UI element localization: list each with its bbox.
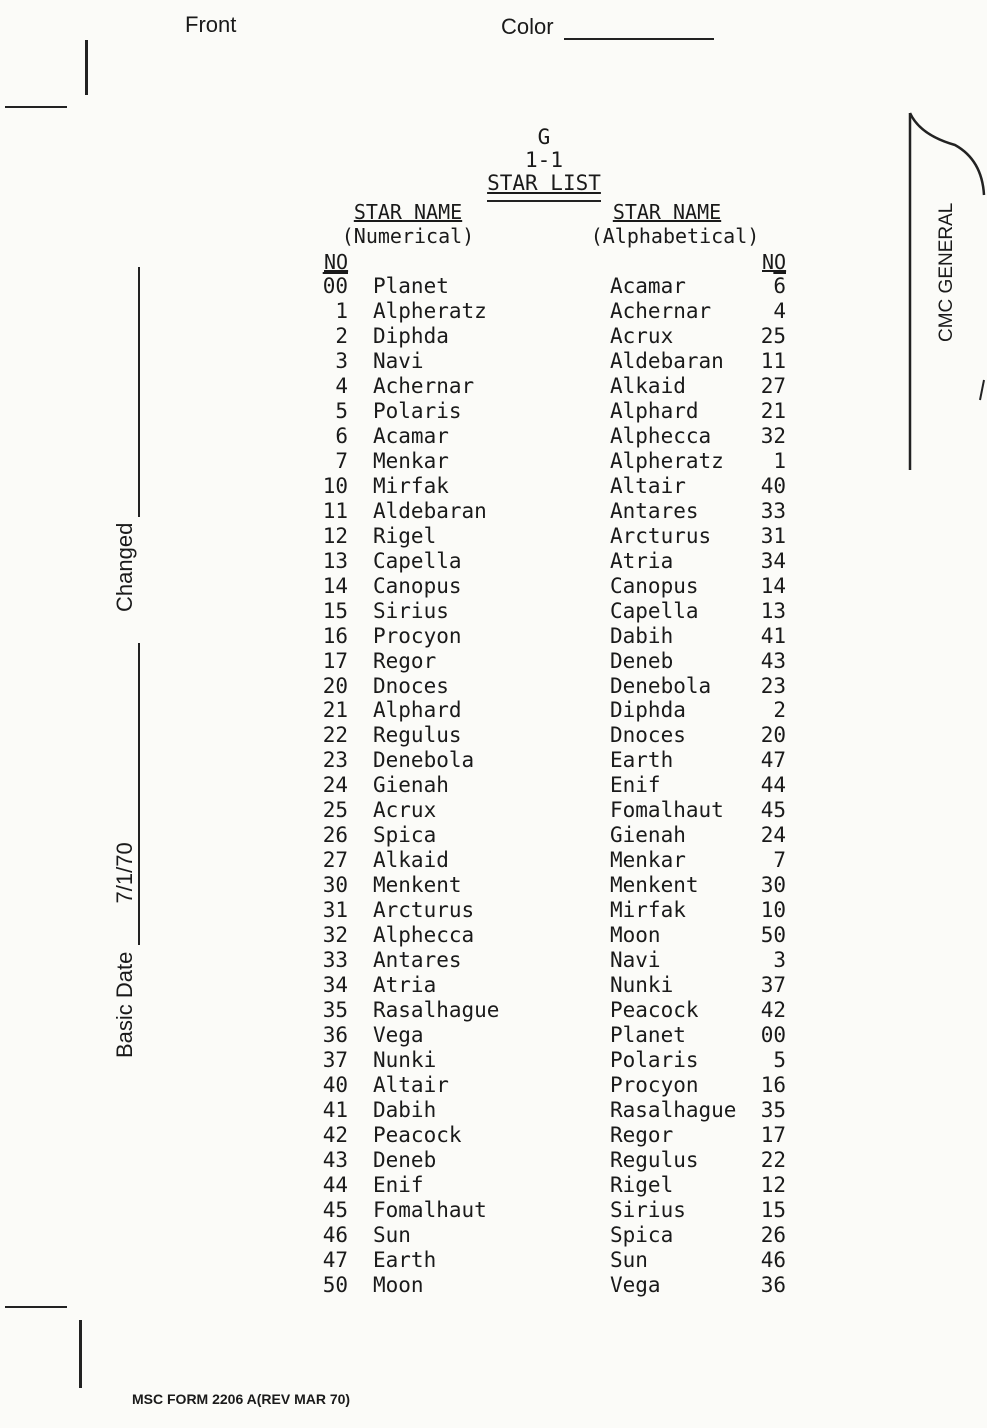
alphabetical-star-name: Menkent xyxy=(610,873,699,898)
page-number: 1-1 xyxy=(525,148,563,172)
numerical-star-name: Alphard xyxy=(373,698,462,723)
numerical-star-name: Regulus xyxy=(373,723,462,748)
numerical-star-name: Regor xyxy=(373,648,437,673)
alphabetical-no: 33 xyxy=(760,498,786,523)
numerical-star-name: Polaris xyxy=(373,398,462,423)
numerical-star-name: Navi xyxy=(373,348,424,373)
numerical-star-name: Gienah xyxy=(373,773,449,798)
alphabetical-star-name: Acrux xyxy=(610,323,674,348)
alphabetical-star-name: Deneb xyxy=(610,648,674,673)
numerical-star-name: Arcturus xyxy=(373,898,475,923)
alphabetical-star-name: Mirfak xyxy=(610,898,686,923)
alphabetical-no: 4 xyxy=(773,298,786,323)
alphabetical-star-name: Fomalhaut xyxy=(610,798,724,823)
alphabetical-no: 25 xyxy=(760,323,786,348)
alphabetical-no: 45 xyxy=(760,798,786,823)
alphabetical-no: 46 xyxy=(760,1247,786,1272)
alphabetical-no: 50 xyxy=(760,923,786,948)
crop-mark xyxy=(5,1306,67,1308)
alphabetical-no: 22 xyxy=(760,1147,786,1172)
numerical-no: 6 xyxy=(335,423,348,448)
numerical-no: 46 xyxy=(322,1222,348,1247)
alphabetical-no: 21 xyxy=(760,398,786,423)
numerical-no: 50 xyxy=(322,1272,348,1297)
numerical-no: 47 xyxy=(322,1247,348,1272)
alphabetical-star-name: Sun xyxy=(610,1247,648,1272)
numerical-star-name: Rasalhague xyxy=(373,998,500,1023)
numerical-no: 14 xyxy=(322,573,348,598)
changed-label: Changed xyxy=(112,522,137,612)
alphabetical-no: 26 xyxy=(760,1222,786,1247)
numerical-no: 25 xyxy=(322,798,348,823)
basic-date-value: 7/1/70 xyxy=(112,643,140,945)
numerical-no: 42 xyxy=(322,1122,348,1147)
numerical-no: 32 xyxy=(322,923,348,948)
alphabetical-star-name: Altair xyxy=(610,473,686,498)
basic-date-field xyxy=(112,643,140,1058)
numerical-no: 20 xyxy=(322,673,348,698)
numerical-no: 17 xyxy=(322,648,348,673)
alphabetical-no: 15 xyxy=(760,1197,786,1222)
numerical-no: 10 xyxy=(322,473,348,498)
numerical-star-name: Atria xyxy=(373,973,437,998)
left-subheading: (Numerical) xyxy=(341,224,475,248)
alphabetical-no: 00 xyxy=(760,1023,786,1048)
alphabetical-star-name: Dnoces xyxy=(610,723,686,748)
numerical-no: 23 xyxy=(322,748,348,773)
numerical-no: 5 xyxy=(335,398,348,423)
right-subheading: (Alphabetical) xyxy=(590,224,760,248)
right-heading: STAR NAME xyxy=(612,200,722,224)
alphabetical-no: 32 xyxy=(760,423,786,448)
alphabetical-star-name: Alphecca xyxy=(610,423,712,448)
numerical-star-name: Peacock xyxy=(373,1122,462,1147)
numerical-star-name: Rigel xyxy=(373,523,437,548)
alphabetical-star-name: Peacock xyxy=(610,998,699,1023)
numerical-star-name: Achernar xyxy=(373,373,475,398)
alphabetical-no: 43 xyxy=(760,648,786,673)
right-no-heading: NO xyxy=(762,250,787,274)
numerical-no: 22 xyxy=(322,723,348,748)
alphabetical-no: 11 xyxy=(760,348,786,373)
numerical-no: 35 xyxy=(322,998,348,1023)
alphabetical-no: 7 xyxy=(773,848,786,873)
numerical-star-name: Spica xyxy=(373,823,437,848)
crop-mark xyxy=(5,106,67,108)
numerical-star-name: Earth xyxy=(373,1247,437,1272)
alphabetical-no: 34 xyxy=(760,548,786,573)
alphabetical-star-name: Acamar xyxy=(610,274,686,298)
alphabetical-no: 30 xyxy=(760,873,786,898)
numerical-no: 16 xyxy=(322,623,348,648)
alphabetical-star-name: Polaris xyxy=(610,1048,699,1073)
page-title: STAR LIST xyxy=(487,171,601,195)
numerical-star-name: Diphda xyxy=(373,323,449,348)
numerical-star-name: Moon xyxy=(373,1272,424,1297)
alphabetical-star-name: Alphard xyxy=(610,398,699,423)
alphabetical-star-name: Menkar xyxy=(610,848,686,873)
alphabetical-star-name: Procyon xyxy=(610,1073,699,1098)
alphabetical-no: 35 xyxy=(760,1098,786,1122)
numerical-star-name: Capella xyxy=(373,548,462,573)
left-heading: STAR NAME xyxy=(353,200,463,224)
alphabetical-star-name: Denebola xyxy=(610,673,712,698)
numerical-no: 45 xyxy=(322,1197,348,1222)
numerical-no: 30 xyxy=(322,873,348,898)
alphabetical-star-name: Alkaid xyxy=(610,373,686,398)
numerical-no: 27 xyxy=(322,848,348,873)
alphabetical-no: 23 xyxy=(760,673,786,698)
alphabetical-star-name: Capella xyxy=(610,598,699,623)
numerical-no: 11 xyxy=(322,498,348,523)
alphabetical-no: 44 xyxy=(760,773,786,798)
form-id: MSC FORM 2206 A(REV MAR 70) xyxy=(132,1391,351,1407)
right-column-heading xyxy=(586,200,764,248)
alphabetical-star-name: Spica xyxy=(610,1222,674,1247)
numerical-no: 3 xyxy=(335,348,348,373)
alphabetical-star-name: Regulus xyxy=(610,1147,699,1172)
numerical-star-name: Acamar xyxy=(373,423,449,448)
alphabetical-no: 17 xyxy=(760,1122,786,1147)
changed-field xyxy=(112,267,140,612)
alphabetical-star-name: Enif xyxy=(610,773,661,798)
numerical-star-name: Aldebaran xyxy=(373,498,487,523)
numerical-no: 21 xyxy=(322,698,348,723)
numerical-star-name: Alkaid xyxy=(373,848,449,873)
alphabetical-star-name: Canopus xyxy=(610,573,699,598)
alphabetical-star-name: Regor xyxy=(610,1122,674,1147)
numerical-star-name: Menkar xyxy=(373,448,449,473)
numerical-no: 34 xyxy=(322,973,348,998)
alphabetical-star-name: Gienah xyxy=(610,823,686,848)
alphabetical-no: 20 xyxy=(760,723,786,748)
left-no-heading: NO xyxy=(324,250,349,274)
numerical-star-name: Vega xyxy=(373,1023,424,1048)
crop-mark xyxy=(85,40,88,95)
title-block xyxy=(444,126,644,195)
alphabetical-no: 2 xyxy=(773,698,786,723)
numerical-no: 15 xyxy=(322,598,348,623)
changed-blank xyxy=(112,267,140,517)
numerical-star-name: Altair xyxy=(373,1073,449,1098)
alphabetical-star-name: Antares xyxy=(610,498,699,523)
alphabetical-no: 37 xyxy=(760,973,786,998)
front-label: Front xyxy=(185,12,237,37)
alphabetical-star-name: Aldebaran xyxy=(610,348,724,373)
numerical-no: 00 xyxy=(322,274,348,298)
alphabetical-no: 47 xyxy=(760,748,786,773)
numerical-star-name: Sun xyxy=(373,1222,411,1247)
numerical-no: 2 xyxy=(335,323,348,348)
alphabetical-no: 6 xyxy=(773,274,786,298)
alphabetical-star-name: Diphda xyxy=(610,698,686,723)
numerical-star-name: Planet xyxy=(373,274,449,298)
numerical-star-name: Dnoces xyxy=(373,673,449,698)
alphabetical-star-name: Moon xyxy=(610,923,661,948)
alphabetical-no: 10 xyxy=(760,898,786,923)
numerical-no: 31 xyxy=(322,898,348,923)
alphabetical-no: 12 xyxy=(760,1172,786,1197)
numerical-no: 13 xyxy=(322,548,348,573)
alphabetical-no: 41 xyxy=(760,623,786,648)
numerical-no: 1 xyxy=(335,298,348,323)
numerical-star-name: Menkent xyxy=(373,873,462,898)
cmc-general-label: CMC GENERAL xyxy=(936,202,957,342)
numerical-star-name: Sirius xyxy=(373,598,449,623)
numerical-star-name: Alpheratz xyxy=(373,298,487,323)
alphabetical-star-name: Planet xyxy=(610,1023,686,1048)
alphabetical-star-name: Vega xyxy=(610,1272,661,1297)
alphabetical-no: 36 xyxy=(760,1272,786,1297)
alphabetical-no: 3 xyxy=(773,948,786,973)
numerical-no: 41 xyxy=(322,1098,348,1122)
numerical-no: 24 xyxy=(322,773,348,798)
numerical-no: 12 xyxy=(322,523,348,548)
numerical-star-name: Alphecca xyxy=(373,923,475,948)
alphabetical-star-name: Rasalhague xyxy=(610,1098,737,1122)
numerical-no: 40 xyxy=(322,1073,348,1098)
numerical-star-name: Deneb xyxy=(373,1147,437,1172)
alphabetical-no: 40 xyxy=(760,473,786,498)
alphabetical-star-name: Rigel xyxy=(610,1172,674,1197)
alphabetical-no: 31 xyxy=(760,523,786,548)
alphabetical-star-name: Dabih xyxy=(610,623,674,648)
alphabetical-star-name: Atria xyxy=(610,548,674,573)
numerical-star-name: Dabih xyxy=(373,1098,437,1122)
numerical-star-name: Acrux xyxy=(373,798,437,823)
numerical-star-name: Antares xyxy=(373,948,462,973)
numerical-star-name: Procyon xyxy=(373,623,462,648)
left-column-heading xyxy=(337,200,479,248)
alphabetical-star-name: Earth xyxy=(610,748,674,773)
numerical-star-name: Canopus xyxy=(373,573,462,598)
alphabetical-no: 16 xyxy=(760,1073,786,1098)
alphabetical-no: 5 xyxy=(773,1048,786,1073)
section-letter: G xyxy=(537,125,551,149)
alphabetical-no: 14 xyxy=(760,573,786,598)
alphabetical-star-name: Alpheratz xyxy=(610,448,724,473)
numerical-no: 7 xyxy=(335,448,348,473)
alphabetical-no: 1 xyxy=(773,448,786,473)
color-field xyxy=(501,14,714,40)
numerical-no: 36 xyxy=(322,1023,348,1048)
numerical-no: 4 xyxy=(335,373,348,398)
numerical-no: 37 xyxy=(322,1048,348,1073)
alphabetical-no: 27 xyxy=(760,373,786,398)
alphabetical-star-name: Navi xyxy=(610,948,661,973)
numerical-no: 44 xyxy=(322,1172,348,1197)
color-label: Color xyxy=(501,14,554,39)
alphabetical-star-name: Achernar xyxy=(610,298,712,323)
alphabetical-star-name: Sirius xyxy=(610,1197,686,1222)
alphabetical-no: 42 xyxy=(760,998,786,1023)
numerical-star-name: Mirfak xyxy=(373,473,449,498)
alphabetical-no: 24 xyxy=(760,823,786,848)
numerical-no: 26 xyxy=(322,823,348,848)
crop-mark xyxy=(79,1320,82,1388)
numerical-star-name: Fomalhaut xyxy=(373,1197,487,1222)
numerical-no: 33 xyxy=(322,948,348,973)
basic-date-label: Basic Date xyxy=(112,951,137,1058)
alphabetical-star-name: Arcturus xyxy=(610,523,712,548)
numerical-star-name: Enif xyxy=(373,1172,424,1197)
alphabetical-star-name: Nunki xyxy=(610,973,674,998)
numerical-star-name: Denebola xyxy=(373,748,475,773)
alphabetical-no: 13 xyxy=(760,598,786,623)
numerical-no: 43 xyxy=(322,1147,348,1172)
numerical-star-name: Nunki xyxy=(373,1048,437,1073)
color-blank xyxy=(564,18,714,40)
